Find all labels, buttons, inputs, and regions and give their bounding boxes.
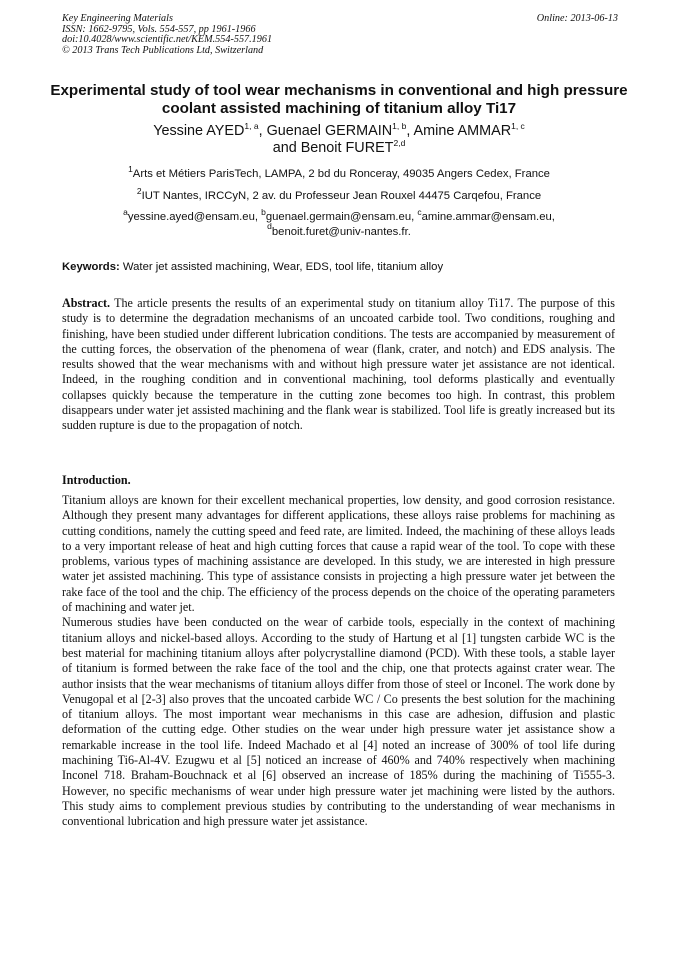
author-affiliation-mark: 1, a	[244, 120, 259, 131]
section-heading: Introduction.	[62, 473, 131, 487]
abstract-text: The article presents the results of an experimental study on titanium alloy Ti17. The purpose of this study is to determine the degradation mechanisms of an uncoated carbide tool. Two conditions, roughing and finishing, have been studied under different lubrication conditions. The tests are accompanied by measurement of the cutting forces, the observation of the phenomena of wear (flank, crater, and notch) and EDS analysis. The results showed that the wear mechanisms with and without high pressure water jet assistance are not identical. Indeed, in the roughing condition and in conventional machining, tool deforms plastically and eventually collapses quickly because the temperature in the cutting zone becomes too high. In contrast, this problem disappears under water jet assisted machining and the flank wear is stabilized. Tool life is greatly increased but its sudden rupture is due to the propagation of notch.	[62, 296, 615, 433]
abstract	[62, 296, 615, 434]
paragraph: Titanium alloys are known for their excellent mechanical properties, low density, and good corrosion resistance. Although they present many advantages for different applications, these alloys raise problems for machining as cutting conditions, namely the cutting speed and feed rate, are limited. Indeed, the machining of these alloys leads to a very important release of heat and high cutting forces that cause a rapid wear of the tool. To cope with these problems, various types of machining assistance are developed. In this study, we are interested in high pressure water jet assisted machining. This type of assistance consists in projecting a high pressure water jet between the rake face of the tool and the chip. The efficiency of the process depends on the choice of the operating parameters of machining and water jet.	[62, 493, 615, 615]
email-link: amine.ammar@ensam.eu,	[421, 211, 555, 223]
author-name: Guenael GERMAIN	[266, 123, 393, 139]
journal-header	[62, 14, 618, 56]
abstract-label: Abstract.	[62, 296, 111, 310]
copyright-line: © 2013 Trans Tech Publications Ltd, Switzerland	[62, 44, 264, 56]
email-link: benoit.furet@univ-nantes.fr.	[271, 225, 411, 238]
email-link: yessine.ayed@ensam.eu,	[127, 211, 262, 223]
paragraph: Numerous studies have been conducted on the wear of carbide tools, especially in the context of machining titanium alloys and nickel-based alloys. According to the study of Hartung et al [1] tungsten carbide WC is the best material for machining titanium alloys after polycrystalline diamond (PCD). With these tools, a stable layer of titanium is formed between the rake face of the tool and the chip, one that protects against crater wear. The author insists that the wear mechanisms of titanium alloys differ from those of steel or Inconel. The work done by Venugopal et al [2-3] also proves that the uncoated carbide WC / Co presents the best solution for the machining of titanium alloys. The most important wear mechanisms in this case are adhesion, diffusion and plastic deformation of the cutting edge. Other studies on the wear under high pressure water jet assistance show a remarkable increase in the tool life. Indeed Machado et al [4] noted an increase of 300% of tool life during machining Ti6-Al-4V. Ezugwu et al [5] noticed an increase of 460% and 740% respectively when machining Inconel 718. Braham-Bouchnack et al [6] observed an increase of 185% during the machining of Ti555-3. However, no specific mechanisms of wear under high pressure water jet machining were listed by the authors. This study aims to complement previous studies by contributing to the understanding of wear mechanisms in conventional lubrication and high pressure water jet assistance.	[62, 615, 615, 829]
author-affiliation-mark: 1, b	[392, 120, 407, 131]
issn-line: ISSN: 1662-9795, Vols. 554-557, pp 1961-1966	[62, 23, 256, 35]
author-affiliation-mark: 1, c	[511, 120, 525, 131]
author-emails: $^a$yessine.ayed@ensam.eu, $^b$guenael.germain@ensam.eu, $^c$amine.ammar@ensam.eu, $^d$benoit.furet@univ-nantes.fr.	[123, 206, 555, 238]
introduction-body	[62, 493, 615, 830]
author-list: Yessine AYED$^{1, a}$, Guenael GERMAIN$^{1, b}$, Amine AMMAR$^{1, c}$ and Benoit FURET$^{2,d}$	[153, 120, 525, 156]
paper-title: Experimental study of tool wear mechanisms in conventional and high pressure coolant assisted machining of titanium alloy Ti17	[50, 82, 628, 117]
keywords	[62, 260, 618, 274]
affiliation: $^2$IUT Nantes, IRCCyN, 2 av. du Professeur Jean Rouxel 44475 Carqefou, France	[136, 185, 542, 202]
email-link: guenael.germain@ensam.eu,	[265, 211, 418, 223]
author-name: Amine AMMAR	[413, 123, 512, 139]
keywords-text: Water jet assisted machining, Wear, EDS, tool life, titanium alloy	[119, 261, 444, 273]
doi-line: doi:10.4028/www.scientific.net/KEM.554-557.1961	[62, 34, 273, 46]
keywords-label: Keywords:	[62, 261, 120, 273]
author-affiliation-mark: 2,d	[393, 137, 406, 148]
journal-name: Key Engineering Materials	[62, 13, 173, 24]
affiliation: $^1$Arts et Métiers ParisTech, LAMPA, 2 bd du Ronceray, 49035 Angers Cedex, France	[128, 163, 550, 180]
author-name: Yessine AYED	[153, 123, 245, 139]
author-name: Benoit FURET	[300, 140, 394, 156]
online-date: Online: 2013-06-13	[536, 13, 618, 24]
